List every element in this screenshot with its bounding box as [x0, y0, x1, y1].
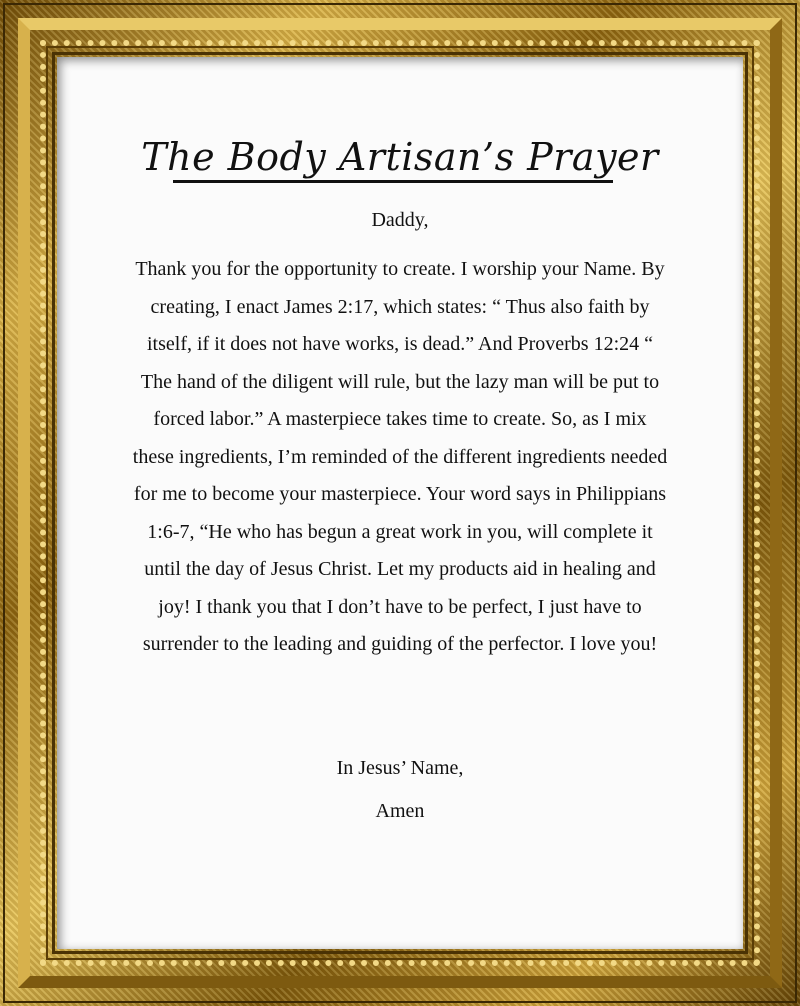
prayer-body: Thank you for the opportunity to create. I worship your Name. By creating, I enact James 2:17, which states: “ Thus also faith by itself, if it does not have works, is dead.” And Proverbs 12:24 “ The hand of the diligent will rule, but the lazy man will be put to forced labor.” A masterpiece takes time to create. So, as I mix these ingredients, I’m reminded of the different ingredients needed for me to become your masterpiece. Your word says in Philippians 1:6-7, “He who has begun a great work in you, will complete it until the day of Jesus Christ. Let my products aid in healing and joy! I thank you that I don’t have to be perfect, I just have to surrender to the leading and guiding of the perfector. I love you! — [132, 258, 668, 655]
signoff: Amen — [375, 800, 425, 822]
closing-line: In Jesus’ Name, — [336, 757, 464, 779]
title-underline — [173, 180, 613, 183]
salutation: Daddy, — [371, 209, 429, 231]
paper-sheet — [57, 57, 743, 949]
prayer-document — [57, 57, 743, 949]
document-title: The Body Artisan’s Prayer — [141, 135, 659, 179]
